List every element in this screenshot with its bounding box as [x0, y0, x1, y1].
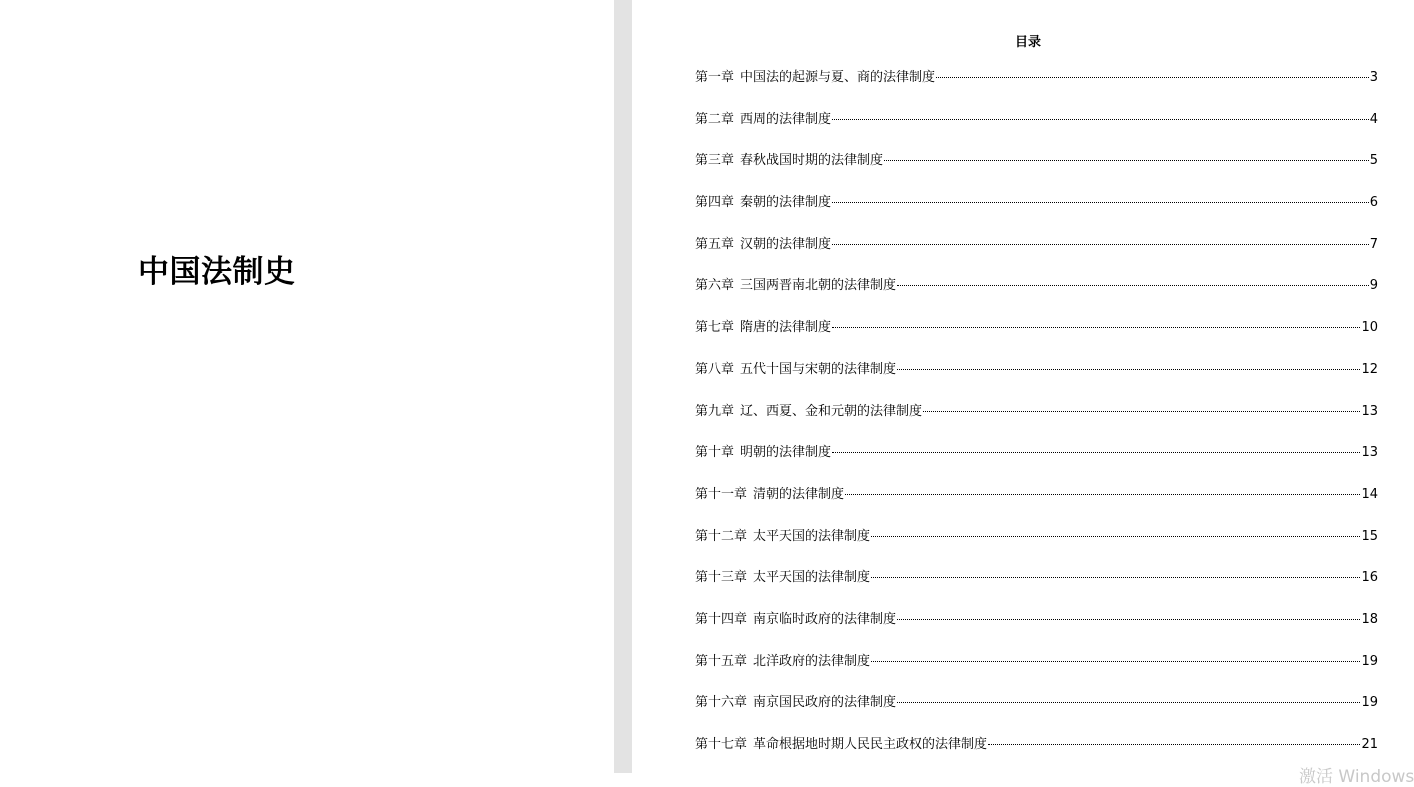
toc-chapter-title: 隋唐的法律制度 — [740, 320, 832, 336]
toc-chapter-number: 第十三章 — [695, 570, 748, 586]
toc-dot-leader — [897, 619, 1360, 620]
toc-dot-leader — [871, 536, 1360, 537]
toc-page-number: 4 — [1369, 111, 1378, 127]
toc-dot-leader — [832, 202, 1369, 203]
toc-list — [695, 66, 1378, 775]
toc-entry[interactable] — [695, 358, 1378, 400]
toc-chapter-title: 三国两晋南北朝的法律制度 — [740, 278, 897, 294]
toc-page — [632, 0, 1414, 787]
toc-page-number: 13 — [1361, 403, 1378, 419]
toc-dot-leader — [832, 119, 1369, 120]
toc-chapter-title: 汉朝的法律制度 — [740, 236, 832, 252]
document-title: 中国法制史 — [138, 254, 296, 290]
toc-page-number: 18 — [1361, 611, 1378, 627]
toc-chapter-number: 第十章 — [695, 445, 735, 461]
activation-watermark: 激活 Windows — [1299, 767, 1414, 787]
toc-chapter-number: 第二章 — [695, 111, 735, 127]
toc-chapter-number: 第一章 — [695, 70, 735, 85]
toc-chapter-number: 第十四章 — [695, 611, 748, 627]
toc-chapter-number: 第六章 — [695, 278, 735, 294]
toc-chapter-title: 西周的法律制度 — [740, 111, 832, 127]
toc-chapter-number: 第十一章 — [695, 486, 748, 502]
toc-chapter-title: 太平天国的法律制度 — [753, 528, 871, 544]
toc-dot-leader — [897, 369, 1360, 370]
toc-entry[interactable] — [695, 108, 1378, 150]
toc-chapter-title: 五代十国与宋朝的法律制度 — [740, 361, 897, 377]
toc-chapter-title: 明朝的法律制度 — [740, 445, 832, 461]
toc-page-number: 19 — [1361, 695, 1378, 711]
toc-dot-leader — [832, 327, 1360, 328]
toc-dot-leader — [832, 244, 1369, 245]
toc-chapter-title: 南京临时政府的法律制度 — [753, 611, 897, 627]
toc-entry[interactable] — [695, 400, 1378, 442]
toc-chapter-title: 秦朝的法律制度 — [740, 195, 832, 211]
toc-chapter-title: 南京国民政府的法律制度 — [753, 695, 897, 711]
toc-chapter-number: 第十二章 — [695, 528, 748, 544]
toc-entry[interactable] — [695, 691, 1378, 733]
toc-entry[interactable] — [695, 441, 1378, 483]
toc-chapter-number: 第八章 — [695, 361, 735, 377]
toc-page-number: 19 — [1361, 653, 1378, 669]
toc-page-number: 6 — [1369, 195, 1378, 211]
toc-chapter-number: 第五章 — [695, 236, 735, 252]
toc-dot-leader — [936, 77, 1369, 78]
toc-chapter-number: 第十七章 — [695, 737, 748, 752]
toc-entry[interactable] — [695, 566, 1378, 608]
toc-entry[interactable] — [695, 525, 1378, 567]
toc-chapter-number: 第三章 — [695, 153, 735, 169]
toc-entry[interactable] — [695, 233, 1378, 275]
toc-chapter-title: 中国法的起源与夏、商的法律制度 — [740, 70, 936, 85]
toc-dot-leader — [988, 744, 1360, 745]
toc-entry[interactable] — [695, 274, 1378, 316]
toc-page-number: 7 — [1369, 236, 1378, 252]
toc-chapter-number: 第九章 — [695, 403, 735, 419]
toc-entry[interactable] — [695, 608, 1378, 650]
toc-dot-leader — [884, 160, 1369, 161]
toc-page-number: 5 — [1369, 153, 1378, 169]
toc-page-number: 13 — [1361, 445, 1378, 461]
toc-entry[interactable] — [695, 66, 1378, 108]
toc-chapter-title: 北洋政府的法律制度 — [753, 653, 871, 669]
toc-dot-leader — [871, 577, 1360, 578]
toc-heading: 目录 — [1015, 35, 1042, 50]
toc-dot-leader — [845, 494, 1360, 495]
toc-chapter-number: 第七章 — [695, 320, 735, 336]
toc-chapter-number: 第四章 — [695, 195, 735, 211]
toc-chapter-title: 革命根据地时期人民民主政权的法律制度 — [753, 737, 988, 752]
toc-page-number: 15 — [1361, 528, 1378, 544]
toc-chapter-number: 第十五章 — [695, 653, 748, 669]
toc-chapter-title: 春秋战国时期的法律制度 — [740, 153, 884, 169]
toc-page-number: 14 — [1361, 486, 1378, 502]
toc-dot-leader — [897, 285, 1369, 286]
toc-page-number: 12 — [1361, 361, 1378, 377]
toc-page-number: 16 — [1361, 570, 1378, 586]
toc-dot-leader — [832, 452, 1360, 453]
toc-entry[interactable] — [695, 316, 1378, 358]
toc-page-number: 10 — [1361, 320, 1378, 336]
toc-dot-leader — [923, 411, 1360, 412]
toc-entry[interactable] — [695, 191, 1378, 233]
toc-page-number: 9 — [1369, 278, 1378, 294]
toc-entry[interactable] — [695, 149, 1378, 191]
cover-page — [0, 0, 614, 773]
toc-chapter-title: 清朝的法律制度 — [753, 486, 845, 502]
toc-dot-leader — [871, 661, 1360, 662]
page-gutter — [614, 0, 632, 773]
toc-entry[interactable] — [695, 733, 1378, 775]
toc-page-number: 3 — [1369, 70, 1378, 85]
toc-dot-leader — [897, 702, 1360, 703]
toc-chapter-number: 第十六章 — [695, 695, 748, 711]
toc-entry[interactable] — [695, 483, 1378, 525]
toc-entry[interactable] — [695, 650, 1378, 692]
toc-chapter-title: 太平天国的法律制度 — [753, 570, 871, 586]
toc-chapter-title: 辽、西夏、金和元朝的法律制度 — [740, 403, 923, 419]
toc-page-number: 21 — [1361, 737, 1378, 752]
